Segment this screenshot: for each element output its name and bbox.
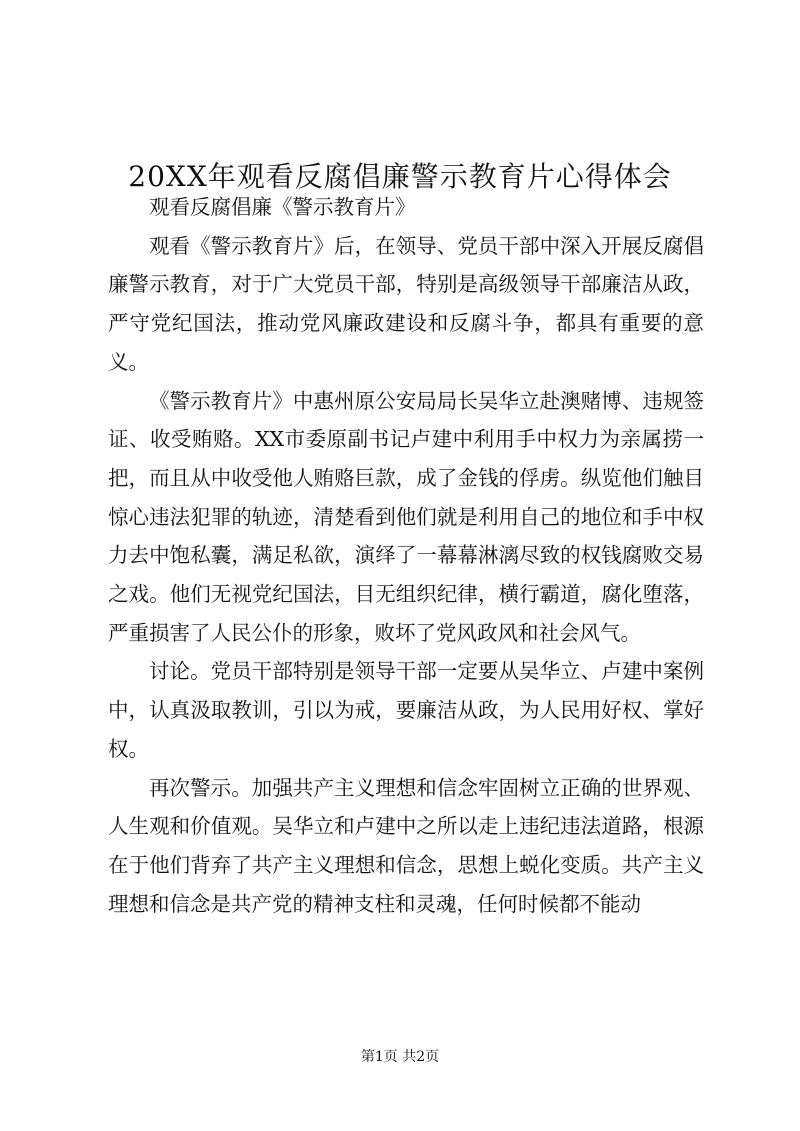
paragraph-4: 再次警示。加强共产主义理想和信念牢固树立正确的世界观、人生观和价值观。吴华立和卢建中之所以走上违纪违法道路，根源在于他们背弃了共产主义理想和信念，思想上蜕化变质。共产主义理想和信念是共产党的精神支柱和灵魂，任何时候都不能动 <box>108 775 704 916</box>
paragraph-2: 《警示教育片》中惠州原公安局局长吴华立赴澳赌博、违规签证、收受贿赂。XX市委原副书记卢建中利用手中权力为亲属捞一把，而且从中收受他人贿赂巨款，成了金钱的俘虏。纵览他们触目惊心违法犯罪的轨迹，清楚看到他们就是利用自己的地位和手中权力去中饱私囊，满足私欲，演绎了一幕幕淋漓尽致的权钱腐败交易之戏。他们无视党纪国法，目无组织纪律，横行霸道，腐化堕落，严重损害了人民公仆的形象，败坏了党风政风和社会风气。 <box>108 388 704 645</box>
page-title: 20XX年观看反腐倡廉警示教育片心得体会 <box>128 159 672 193</box>
paragraph-1: 观看《警示教育片》后，在领导、党员干部中深入开展反腐倡廉警示教育，对于广大党员干部，特别是高级领导干部廉洁从政，严守党纪国法，推动党风廉政建设和反腐斗争，都具有重要的意义。 <box>108 233 704 374</box>
page-footer: 第1页 共2页 <box>360 1049 440 1065</box>
document-body <box>108 188 704 923</box>
paragraph-subtitle: 观看反腐倡廉《警示教育片》 <box>149 195 416 219</box>
paragraph-3: 讨论。党员干部特别是领导干部一定要从吴华立、卢建中案例中，认真汲取教训，引以为戒，要廉洁从政，为人民用好权、掌好权。 <box>108 659 704 761</box>
